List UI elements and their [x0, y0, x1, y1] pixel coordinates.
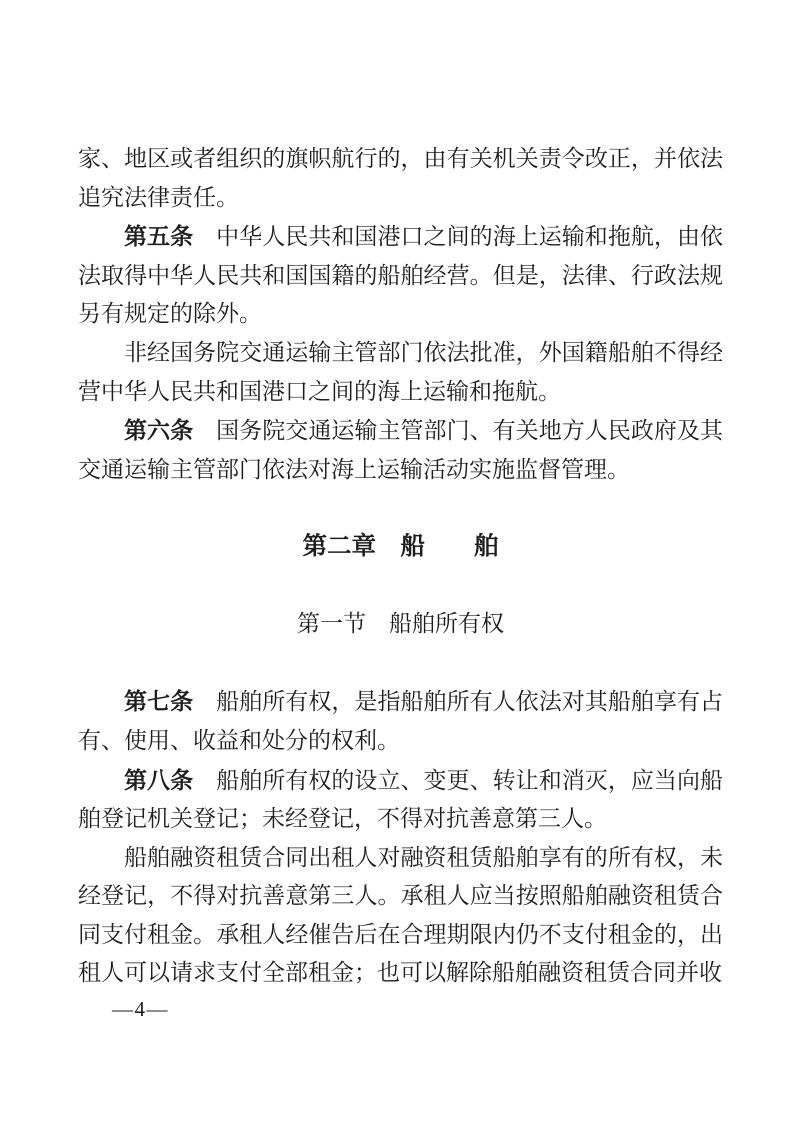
paragraph-text: 家、地区或者组织的旗帜航行的，由有关机关责令改正，并依法追究法律责任。 [78, 146, 723, 210]
paragraph-text: 船舶所有权的设立、变更、转让和消灭，应当向船舶登记机关登记；未经登记，不得对抗善意第三人。 [78, 767, 724, 832]
article-7-paragraph [78, 682, 723, 760]
section-heading: 第一节 船舶所有权 [297, 611, 504, 637]
article-5-label: 第五条 [124, 223, 194, 250]
page-number: —4— [112, 997, 169, 1021]
paragraph-text: 国务院交通运输主管部门、有关地方人民政府及其交通运输主管部门依法对海上运输活动实施监督管理。 [78, 418, 724, 482]
article-8-subparagraph [78, 839, 723, 993]
paragraph-text: 船舶所有权，是指船舶所有人依法对其船舶享有占有、使用、收益和处分的权利。 [78, 689, 724, 753]
paragraph-continuation [78, 140, 723, 217]
article-6-label: 第六条 [124, 417, 194, 444]
chapter-heading: 第二章 船 舶 [302, 532, 499, 560]
article-7-label: 第七条 [124, 688, 194, 715]
paragraph-text: 非经国务院交通运输主管部门依法批准，外国籍船舶不得经营中华人民共和国港口之间的海上运输和拖航。 [78, 339, 723, 404]
article-8-label: 第八条 [124, 766, 194, 793]
page-body [78, 140, 723, 993]
article-8-paragraph [78, 761, 723, 839]
article-5-subparagraph [78, 334, 723, 411]
article-5-paragraph [78, 217, 723, 334]
article-6-paragraph [78, 411, 723, 489]
paragraph-text: 中华人民共和国港口之间的海上运输和拖航，由依法取得中华人民共和国国籍的船舶经营。但是，法律、行政法规另有规定的除外。 [78, 224, 724, 327]
paragraph-text: 船舶融资租赁合同出租人对融资租赁船舶享有的所有权，未经登记，不得对抗善意第三人。承租人应当按照船舶融资租赁合同支付租金。承租人经催告后在合理期限内仍不支付租金的，出租人可以请求支付全部租金；也可以解除船舶融资租赁合同并收 [78, 844, 723, 986]
